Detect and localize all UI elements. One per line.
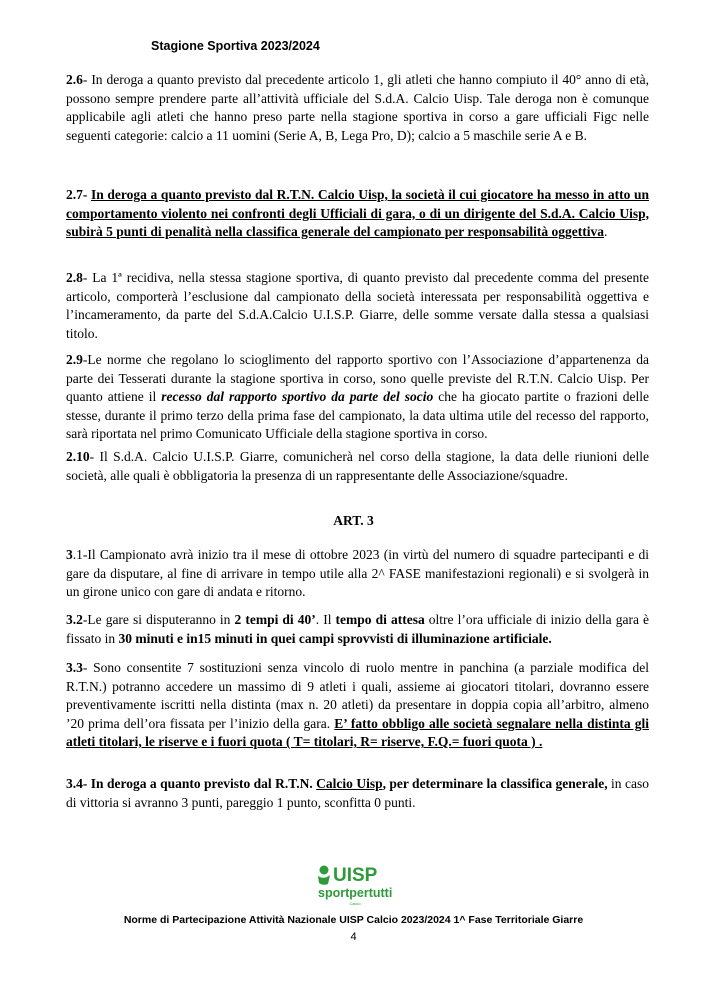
section-number: 2.8: [66, 270, 83, 285]
section-number: 3: [66, 547, 73, 562]
season-header: Stagione Sportiva 2023/2024: [151, 39, 320, 53]
bold-text: - In deroga a quanto previsto dal R.T.N.: [82, 776, 317, 791]
paragraph-2-10: [66, 448, 649, 485]
section-number: 3.3: [66, 660, 83, 675]
section-number: 2.7-: [66, 187, 88, 202]
paragraph-text-bold-underlined: In deroga a quanto previsto dal R.T.N. Calcio Uisp, la società il cui giocatore ha messo in atto un comportamento violento nei confronti degli Ufficiali di gara, o di un dirigente del S.d.A. Calcio Uisp, subirà 5 punti di penalità nella classifica generale del campionato per responsabilità oggettiva: [66, 187, 649, 239]
bold-minutes: 30 minuti e in15 minuti in quei campi sprovvisti di illuminazione artificiale.: [118, 630, 552, 646]
paragraph-emphasis: E’ fatto obbligo alle società segnalare nella distinta gli atleti titolari, le riserve e i fuori quota ( T= titolari, R= riserve, F.Q.= fuori quota ) .: [66, 715, 649, 749]
paragraph-3-2: [66, 611, 649, 648]
paragraph-text-cont: che ha giocato partite o frazioni delle stesse, durante il primo terzo della prima fase del campionato, la data ultima utile del recesso del rapporto, sarà riportata nel primo Comunicato Ufficiale della stagione sportiva in corso.: [66, 389, 650, 441]
paragraph-emphasis: recesso dal rapporto sportivo da parte del socio: [161, 389, 434, 404]
bold-waiting-time: tempo di attesa: [335, 612, 425, 627]
bold-text: , per determinare la classifica generale,: [382, 776, 608, 791]
footer-text: Norme di Partecipazione Attività Nazionale UISP Calcio 2023/2024 1^ Fase Territoriale Giarre: [123, 914, 584, 926]
paragraph-text: in caso di vittoria si avranno 3 punti, pareggio 1 punto, sconfitta 0 punti.: [66, 776, 649, 810]
bold-duration: 2 tempi di 40’: [234, 612, 316, 627]
paragraph-text: . Il: [315, 612, 336, 627]
paragraph-2-6: [66, 71, 649, 145]
uisp-logo: [316, 862, 394, 908]
paragraph-2-8: [66, 269, 649, 343]
paragraph-text: -Le gare si disputeranno in: [82, 612, 235, 627]
bold-underlined-text: Calcio Uisp: [316, 776, 383, 791]
paragraph-text: oltre l’ora ufficiale di inizio della gara è fissato in: [66, 612, 650, 646]
paragraph-text: - Il S.d.A. Calcio U.I.S.P. Giarre, comunicherà nel corso della stagione, la data delle riunioni delle società, alle quali è obbligatoria la presenza di un rappresentante delle Associazione/squadre.: [66, 449, 649, 483]
paragraph-end: .: [604, 224, 608, 239]
logo-sub: Calcio: [349, 901, 361, 906]
page-number: 4: [350, 931, 357, 943]
paragraph-text: - Sono consentite 7 sostituzioni senza vincolo di ruolo mentre in panchina (a parziale modifica del R.T.N.) potranno accedere un massimo di 9 atleti i quali, assieme ai giocatori titolari, dovranno essere preventivamente iscritti nella distinta (max n. 20 atleti) da presentare in doppia copia all’arbitro, almeno ’20 prima dell’ora fissata per l’inizio della gara.: [66, 660, 649, 731]
paragraph-3-4: [66, 775, 649, 812]
paragraph-3-3: [66, 659, 649, 752]
paragraph-3-1: [66, 546, 649, 602]
section-number: 2.6: [66, 72, 83, 87]
paragraph-2-9: [66, 351, 649, 444]
section-number: 3.4: [66, 776, 83, 791]
logo-tagline: sportpertutti: [318, 886, 393, 900]
section-number: 2.9: [66, 352, 83, 367]
section-number: 3.2: [66, 612, 83, 627]
paragraph-text: .1-Il Campionato avrà inizio tra il mese di ottobre 2023 (in virtù del numero di squadre partecipanti e di gare da disputare, al fine di arrivare in tempo utile alla 2^ FASE manifestazioni regionali) e si svolgerà in un girone unico con gare di andata e ritorno.: [66, 547, 649, 599]
article-title: ART. 3: [333, 513, 374, 528]
paragraph-text: -Le norme che regolano lo scioglimento del rapporto sportivo con l’Associazione d’appartenenza da parte dei Tesserati durante la stagione sportiva in corso, sono quelle previste del R.T.N. Calcio Uisp. Per quanto attiene il: [66, 352, 649, 404]
paragraph-text: - In deroga a quanto previsto dal precedente articolo 1, gli atleti che hanno compiuto il 40° anno di età, possono sempre prendere parte all’attività ufficiale del S.d.A. Calcio Uisp. Tale deroga non è comunque applicabile agli atleti che hanno preso parte nella stagione sportiva in corso a gare ufficiali Figc nelle seguenti categorie: calcio a 11 uomini (Serie A, B, Lega Pro, D); calcio a 5 maschile serie A e B.: [66, 72, 649, 143]
logo-brand: UISP: [333, 865, 378, 886]
paragraph-text: - La 1ª recidiva, nella stessa stagione sportiva, di quanto previsto dal precedente comma del presente articolo, comporterà l’esclusione dal campionato della società interessata per responsabilità oggettiva e l’incameramento, da parte del S.d.A.Calcio U.I.S.P. Giarre, delle somme versate dalla stessa a qualsiasi titolo.: [66, 270, 649, 341]
paragraph-2-7: [66, 186, 649, 242]
section-number: 2.10: [66, 449, 90, 464]
